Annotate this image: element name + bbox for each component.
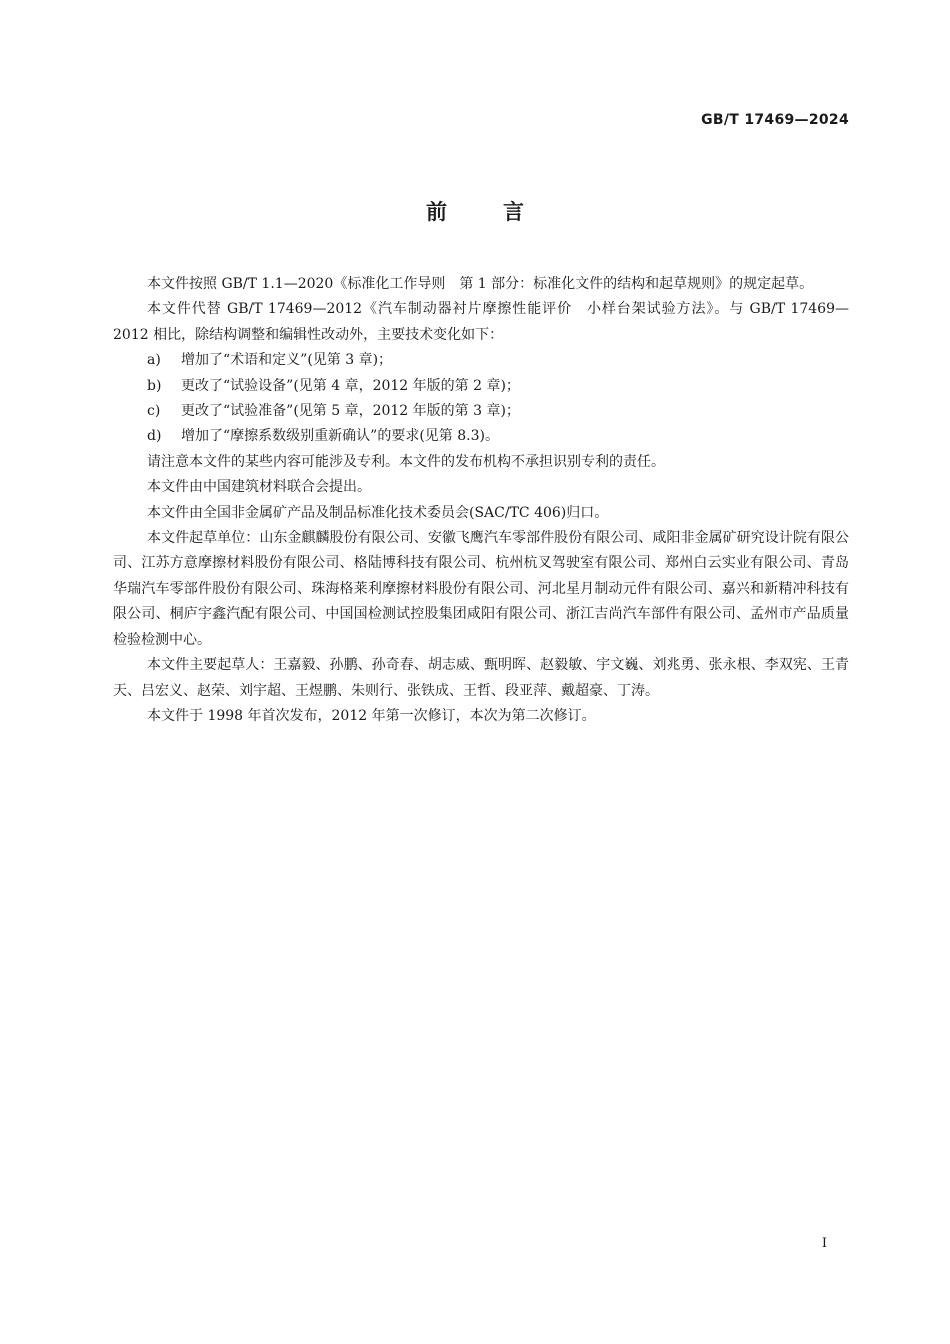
list-item-text: 更改了“试验准备”(见第 5 章，2012 年版的第 3 章)； — [181, 403, 520, 420]
list-item — [113, 399, 849, 424]
paragraph-drafters: 本文件主要起草人：王嘉毅、孙鹏、孙奇春、胡志威、甄明晖、赵毅敏、宇文巍、刘兆勇、张永根、李双宪、王青天、吕宏义、赵荣、刘宇超、王煜鹏、朱则行、张铁成、王哲、段亚萍、戴超豪、丁涛。 — [113, 657, 849, 699]
page-number: I — [821, 1236, 827, 1251]
list-item-label: d) — [147, 428, 162, 445]
paragraph-drafting-units: 本文件起草单位：山东金麒麟股份有限公司、安徽飞鹰汽车零部件股份有限公司、咸阳非金属矿研究设计院有限公司、江苏方意摩擦材料股份有限公司、格陆博科技有限公司、杭州杭叉驾驶室有限公司、郑州白云实业有限公司、青岛华瑞汽车零部件股份有限公司、珠海格莱利摩擦材料股份有限公司、河北星月制动元件有限公司、嘉兴和新精冲科技有限公司、桐庐宇鑫汽配有限公司、中国国检测试控股集团咸阳有限公司、浙江吉尚汽车部件有限公司、孟州市产品质量检验检测中心。 — [113, 530, 849, 648]
paragraph-patent-notice: 请注意本文件的某些内容可能涉及专利。本文件的发布机构不承担识别专利的责任。 — [147, 453, 665, 470]
list-item-text: 增加了“摩擦系数级别重新确认”的要求(见第 8.3)。 — [181, 428, 499, 445]
list-item-label: b) — [147, 377, 162, 394]
list-item-label: a) — [147, 352, 161, 369]
standard-code: GB/T 17469—2024 — [701, 112, 849, 128]
paragraph-drafting-rules: 本文件按照 GB/T 1.1—2020《标准化工作导则 第 1 部分：标准化文件的结构和起草规则》的规定起草。 — [147, 276, 814, 292]
page-title: 前言 — [426, 200, 580, 224]
list-item-text: 增加了“术语和定义”(见第 3 章)； — [181, 352, 393, 369]
paragraph-committee: 本文件由全国非金属矿产品及制品标准化技术委员会(SAC/TC 406)归口。 — [147, 504, 609, 521]
paragraph-history: 本文件于 1998 年首次发布，2012 年第一次修订，本次为第二次修订。 — [147, 707, 596, 724]
list-item — [113, 374, 849, 399]
paragraph-replacement: 本文件代替 GB/T 17469—2012《汽车制动器衬片摩擦性能评价 小样台架试验方法》。与 GB/T 17469—2012 相比，除结构调整和编辑性改动外，主要技术变化如下： — [113, 301, 849, 343]
list-item-label: c) — [147, 403, 161, 420]
paragraph-proposer: 本文件由中国建筑材料联合会提出。 — [147, 479, 371, 496]
list-item — [113, 424, 849, 449]
list-item — [113, 348, 849, 373]
foreword-body — [113, 272, 849, 729]
list-item-text: 更改了“试验设备”(见第 4 章，2012 年版的第 2 章)； — [181, 377, 520, 394]
